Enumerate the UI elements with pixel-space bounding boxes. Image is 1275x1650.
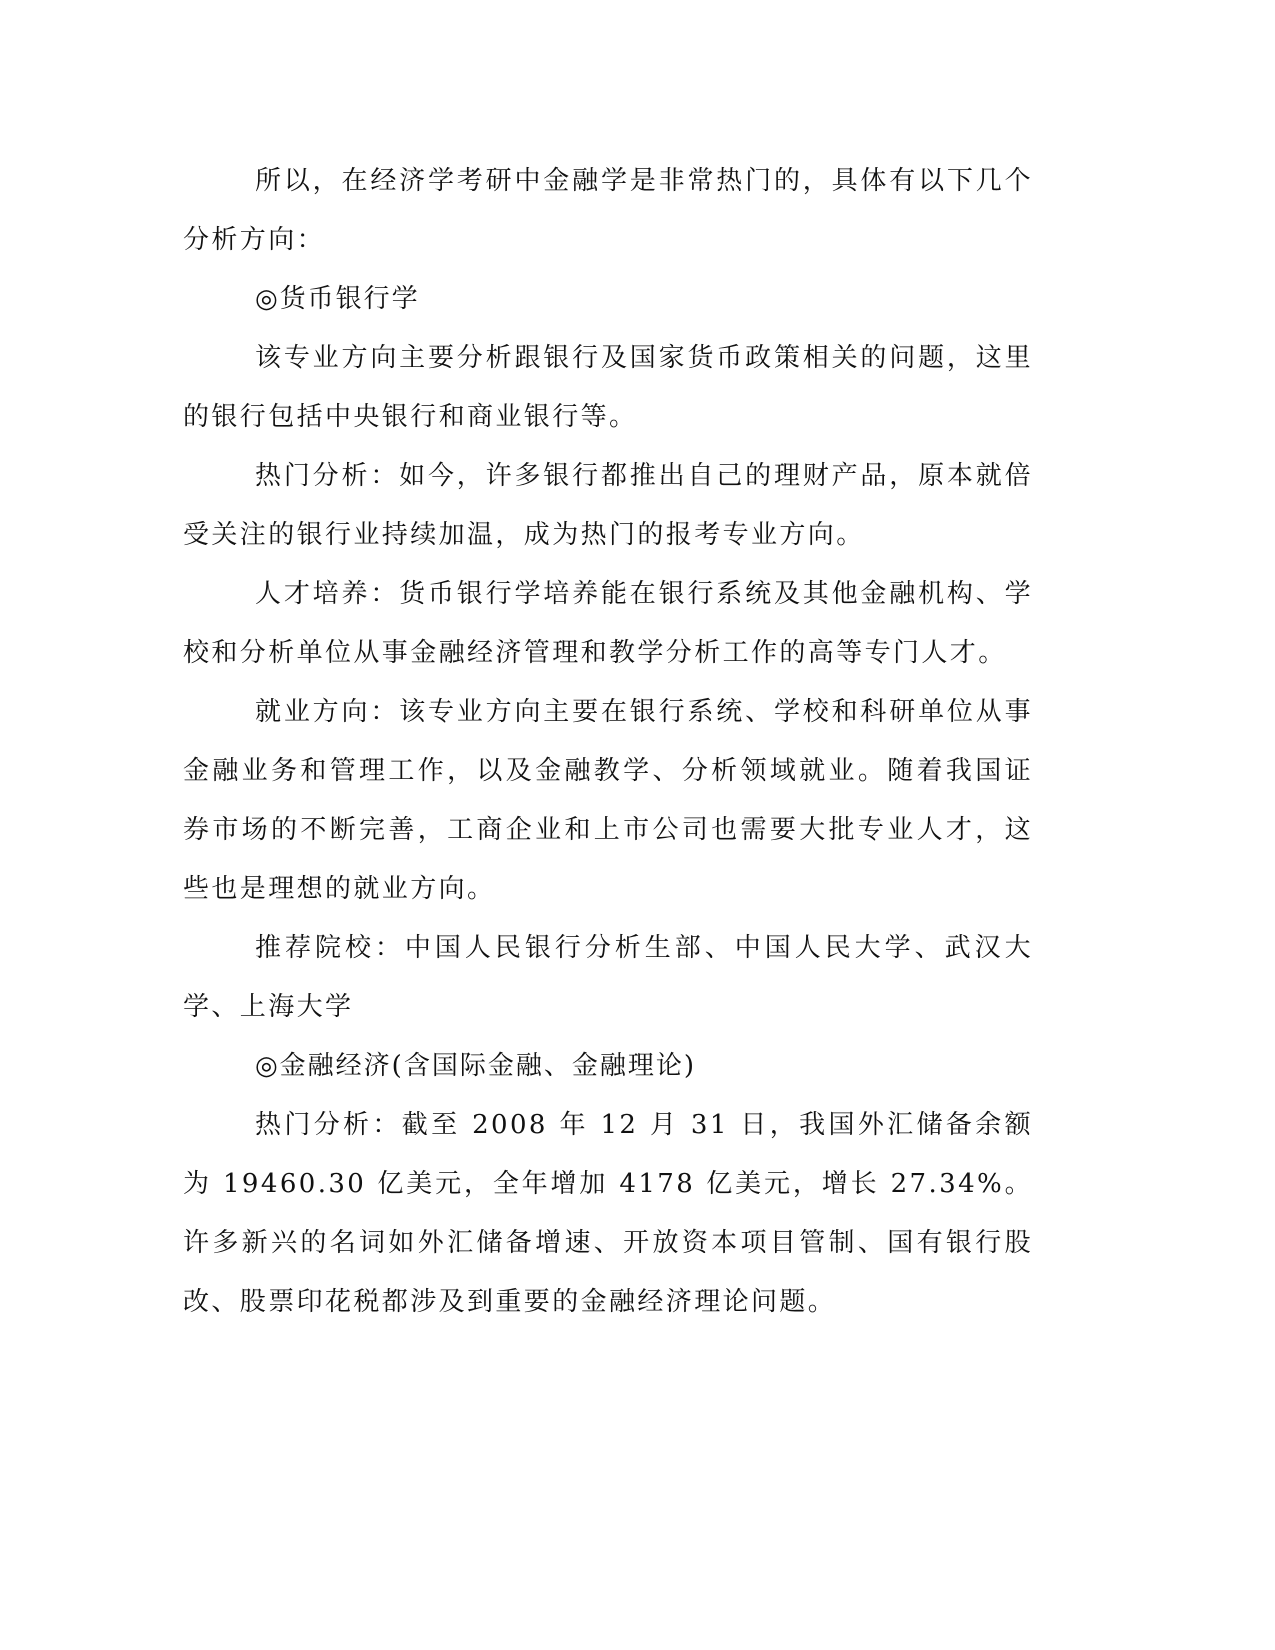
paragraph-financial-hot-analysis: 热门分析：截至 2008 年 12 月 31 日，我国外汇储备余额为 19460.30 亿美元，全年增加 4178 亿美元，增长 27.34%。许多新兴的名词如外汇储备增速、开放资本项目管制、国有银行股改、股票印花税都涉及到重要的金融经济理论问题。 <box>183 1110 1033 1317</box>
section-heading-monetary-banking: ◎货币银行学 <box>255 284 420 314</box>
document-body <box>183 152 1033 1332</box>
paragraph-monetary-hot-analysis: 热门分析：如今，许多银行都推出自己的理财产品，原本就倍受关注的银行业持续加温，成为热门的报考专业方向。 <box>183 461 1033 550</box>
section-heading-financial-economics: ◎金融经济(含国际金融、金融理论) <box>255 1051 696 1081</box>
paragraph-monetary-employment: 就业方向：该专业方向主要在银行系统、学校和科研单位从事金融业务和管理工作，以及金融教学、分析领域就业。随着我国证券市场的不断完善，工商企业和上市公司也需要大批专业人才，这些也是理想的就业方向。 <box>183 697 1033 904</box>
paragraph-intro: 所以，在经济学考研中金融学是非常热门的，具体有以下几个分析方向： <box>183 166 1033 255</box>
paragraph-monetary-talent-training: 人才培养：货币银行学培养能在银行系统及其他金融机构、学校和分析单位从事金融经济管理和教学分析工作的高等专门人才。 <box>183 579 1033 668</box>
paragraph-monetary-recommended-schools: 推荐院校：中国人民银行分析生部、中国人民大学、武汉大学、上海大学 <box>183 933 1033 1022</box>
paragraph-monetary-description: 该专业方向主要分析跟银行及国家货币政策相关的问题，这里的银行包括中央银行和商业银行等。 <box>183 343 1033 432</box>
